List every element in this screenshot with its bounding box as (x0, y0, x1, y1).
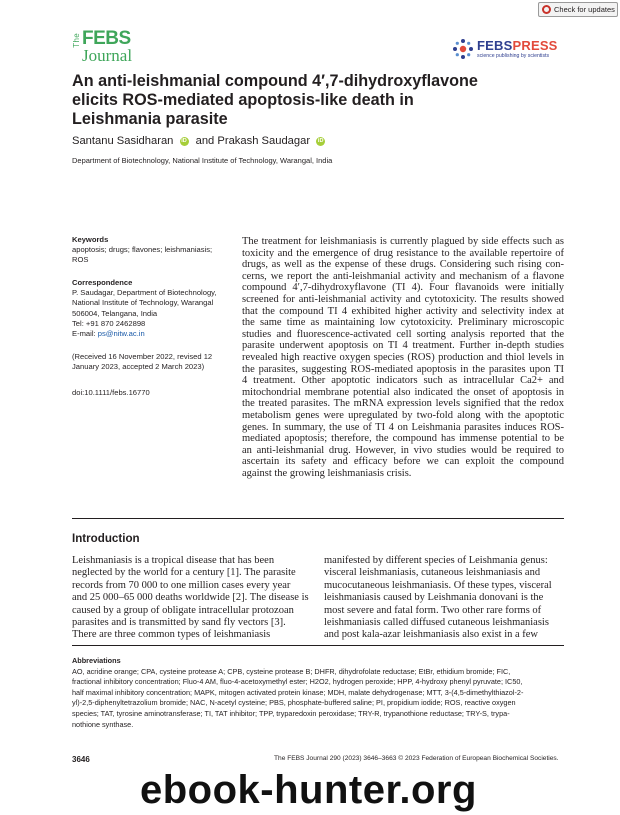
abstract-line: metabolism genes were upregulated by two-fold along with the apoptotic (242, 409, 564, 421)
body-line: There are three common types of leishmaniasis (72, 629, 271, 641)
abstract-line: drugs, as well as the expense of these drugs. Considering such rising con- (242, 259, 564, 271)
keywords-block (72, 235, 232, 266)
abbreviations-line: yl)-2,5-diphenyltetrazolium bromide; NAC, N-acetyl cysteine; PBS, phosphate-buffered saline; PI, propidium iodide; ROS, reactive oxygen (72, 698, 516, 708)
abstract-line: parasite underwent apoptosis on TI 4 treatment. Further in-depth studies (242, 340, 564, 352)
body-line: leishmaniasis called diffused cutaneous leishmaniasis (324, 617, 549, 629)
orcid-icon[interactable]: iD (181, 137, 187, 144)
abstract-line: The treatment for leishmaniasis is currently plagued by side effects such as (242, 236, 564, 247)
body-line: neglected by the world for a century [1]. The parasite (72, 567, 296, 579)
correspondence-line: National Institute of Technology, Warangal (72, 298, 214, 308)
journal-logo-febs: FEBS (82, 28, 131, 49)
page-number: 3646 (72, 755, 90, 764)
received-line: January 2023, accepted 2 March 2023) (72, 362, 205, 372)
correspondence-line: 506004, Telangana, India (72, 308, 158, 318)
author-list (72, 135, 329, 147)
abstract-line: screened for anti-leishmanial activity and cytotoxicity. The results showed (242, 293, 564, 305)
abstract-line: mediated apoptosis; therefore, the compound has immense potential to be (242, 433, 564, 445)
abbreviations-block (72, 656, 564, 730)
abstract-line: compound 4′,7-dihydroxyflavone (TI 4). Four flavanoids were initially (242, 282, 564, 294)
publisher-tagline: science publishing by scientists (477, 53, 550, 59)
check-for-updates-label: Check for updates (554, 5, 615, 14)
abstract-line: against the growing leishmaniasis crisis. (242, 467, 412, 479)
abbreviations-line: nothione synthase. (72, 719, 134, 729)
introduction-left-column (72, 555, 312, 642)
body-line: most severe and fatal form. Two other rare forms of (324, 604, 542, 616)
email-link[interactable]: ps@nitw.ac.in (97, 329, 145, 339)
abstract-line: revealed high reactive oxygen species (ROS) production and thiol levels in (242, 351, 564, 363)
article-title (72, 72, 542, 129)
correspondence-heading: Correspondence (72, 278, 133, 287)
abstract (242, 236, 564, 479)
abbreviations-divider (72, 645, 564, 646)
abbreviations-line: fractional inhibitory concentration; Fluo-4 AM, fluo-4-acetoxymethyl ester; H2O2, hydrogen peroxide; HPP, 4-hydroxy phenyl pyruvate; IC50, (72, 677, 523, 687)
introduction-heading: Introduction (72, 532, 140, 545)
correspondence-email-line: E-mail: ps@nitw.ac.in (72, 329, 145, 339)
body-line: and post kala-azar leishmaniasis also exist in a few (324, 629, 539, 641)
abstract-line: the treated parasites. The mRNA expression levels signified that the redox (242, 398, 564, 410)
abstract-line: cerns, we report the anti-leishmanial activity and mechanism of a flavone (242, 270, 564, 282)
journal-logo (72, 28, 144, 65)
abbreviations-line: species; TAT, tyrosine aminotransferase; TI, TAT inhibitor; TPP, tryparedoxin peroxidase; TRY-R, trypanothione reductase; TRY-S, trypa- (72, 708, 510, 718)
keywords-line: ROS (72, 255, 89, 265)
author-name[interactable]: Prakash Saudagar (217, 135, 311, 147)
abstract-line: studies and fluorescence-activated cell sorting analysis reported that the (242, 328, 564, 340)
body-line: Leishmaniasis is a tropical disease that has been (72, 555, 275, 566)
abstract-line: toxicity and the emergence of drug resistance to the available repertoire of (242, 247, 564, 259)
received-line: (Received 16 November 2022, revised 12 (72, 352, 213, 361)
abstract-line: genes. In summary, the use of TI 4 on Leishmania parasites induces ROS- (242, 421, 564, 433)
journal-logo-the: The (72, 33, 81, 48)
body-line: records from 70 000 to one million cases every year (72, 579, 291, 591)
crossmark-icon (542, 5, 551, 14)
abstract-line: the same time as maintaining low cytotoxicity. Preliminary microscopic (242, 317, 564, 329)
check-for-updates-button[interactable] (538, 2, 618, 17)
author-name[interactable]: Santanu Sasidharan (72, 135, 174, 147)
orcid-icon[interactable]: iD (317, 137, 324, 144)
febs-press-dots-icon (452, 38, 474, 60)
journal-logo-journal: Journal (82, 46, 133, 65)
publisher-logo (452, 38, 562, 66)
body-line: mucocutaneous leishmaniasis. Of these types, visceral (324, 579, 552, 591)
watermark: ebook-hunter.org (140, 768, 477, 812)
body-line: and 25 000–65 000 deaths worldwide [2]. The disease is (72, 592, 309, 604)
keywords-heading: Keywords (72, 235, 109, 244)
body-line: parasites and is transmitted by sand fly vectors [3]. (72, 617, 286, 629)
author-joiner: and (195, 135, 215, 147)
footer-citation: The FEBS Journal 290 (2023) 3646–3663 © 2023 Federation of European Biochemical Societies. (274, 755, 559, 762)
body-line: caused by a group of obligate intracellular protozoan (72, 604, 294, 616)
body-line: leishmaniasis caused by Leishmania donovani is the (324, 592, 544, 604)
abstract-line: the parasites, suggesting ROS-mediated apoptosis in the parasites upon TI (242, 363, 564, 375)
abstract-line: ascertain its safety and efficacy before we can exploit the compound (242, 456, 564, 468)
abstract-line: that the compound TI 4 exhibited higher activity and selectivity index at (242, 305, 564, 317)
abbreviations-heading: Abbreviations (72, 656, 121, 665)
introduction-right-column (324, 555, 564, 642)
correspondence-line: P. Saudagar, Department of Biotechnology, (72, 288, 217, 298)
title-line: Leishmania parasite (72, 110, 228, 128)
abstract-line: 4 treatment. Other apoptotic indicators such as intracellular Ca2+ and (242, 375, 564, 387)
body-line: manifested by different species of Leishmania genus: (324, 555, 548, 566)
abstract-line: mitochondrial membrane potential also indicated the onset of apoptosis in (242, 386, 564, 398)
title-line: elicits ROS-mediated apoptosis-like death in (72, 91, 414, 109)
abstract-line: an anti-leishmanial drug. However, in vivo studies would be required to (242, 444, 564, 456)
abbreviations-line: half maximal inhibitory concentration; MAPK, mitogen activated protein kinase; MDH, malate dehydrogenase; MTT, 3-(4,5-dimethylthiazol-2- (72, 687, 524, 697)
correspondence-block (72, 278, 232, 339)
abbreviations-line: AO, acridine orange; CPA, cysteine protease A; CPB, cysteine protease B; DHFR, dihydrofolate reductase; EtBr, ethidium bromide; FIC, (72, 666, 511, 676)
section-divider (72, 518, 564, 519)
received-dates (72, 352, 232, 372)
title-line: An anti-leishmanial compound 4′,7-dihydroxyflavone (72, 72, 478, 90)
affiliation: Department of Biotechnology, National Institute of Technology, Warangal, India (72, 156, 333, 165)
body-line: visceral leishmaniasis, cutaneous leishmaniasis and (324, 567, 541, 579)
correspondence-line: Tel: +91 870 2462898 (72, 318, 146, 328)
keywords-line: apoptosis; drugs; flavones; leishmaniasis; (72, 245, 213, 255)
publisher-name: FEBSPRESS (477, 38, 558, 53)
doi[interactable]: doi:10.1111/febs.16770 (72, 388, 150, 397)
